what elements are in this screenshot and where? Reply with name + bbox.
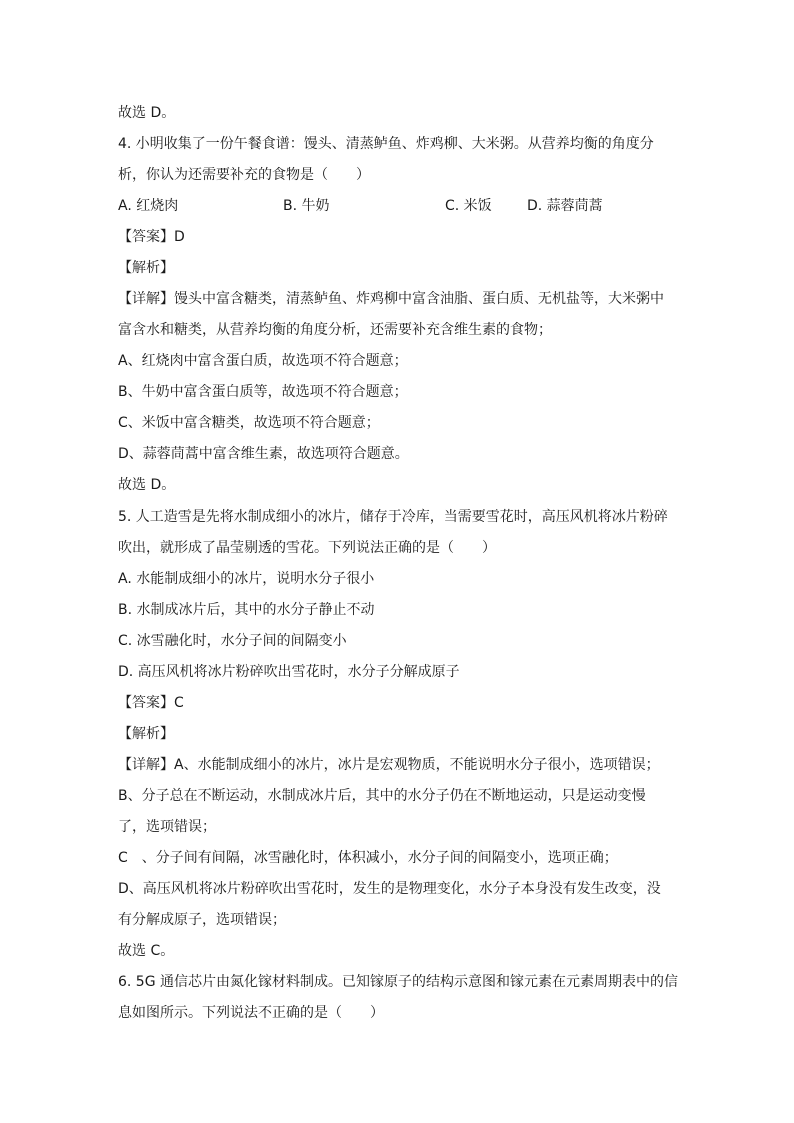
q5-option-b: B. 水制成冰片后，其中的水分子静止不动 [118,602,375,618]
q4-analysis-heading: 【解析】 [118,260,174,276]
q4-stem-line2: 析，你认为还需要补充的食物是（ ） [118,167,370,183]
q4-item-d: D、蒜蓉茼蒿中富含维生素，故选项符合题意。 [118,446,409,462]
q5-stem-line2: 吹出，就形成了晶莹剔透的雪花。下列说法正确的是（ ） [118,540,496,556]
q5-answer: 【答案】C [118,695,184,711]
q5-detail-d-line1: D、高压风机将冰片粉碎吹出雪花时，发生的是物理变化，水分子本身没有发生改变，没 [118,881,661,897]
q5-option-a: A. 水能制成细小的冰片，说明水分子很小 [118,571,375,587]
q3-conclusion: 故选 D。 [118,105,176,121]
q6-stem-line2: 息如图所示。下列说法不正确的是（ ） [118,1005,384,1021]
q4-option-a: A. 红烧肉 [118,198,179,214]
q4-option-b: B. 牛奶 [283,198,330,214]
q5-conclusion: 故选 C。 [118,943,175,959]
q5-detail-d-line2: 有分解成原子，选项错误； [118,912,286,928]
q4-item-b: B、牛奶中富含蛋白质等，故选项不符合题意； [118,384,408,400]
q4-item-c: C、米饭中富含糖类，故选项不符合题意； [118,415,380,431]
q5-analysis-heading: 【解析】 [118,726,174,742]
q5-detail-line1: 【详解】A、水能制成细小的冰片，冰片是宏观物质，不能说明水分子很小，选项错误； [118,757,660,773]
q5-detail-c: C 、分子间有间隔，冰雪融化时，体积减小，水分子间的间隔变小，选项正确； [118,850,618,866]
q4-conclusion: 故选 D。 [118,477,176,493]
q6-stem-line1: 6. 5G 通信芯片由氮化镓材料制成。已知镓原子的结构示意图和镓元素在元素周期表中的信 [118,974,679,990]
q4-answer: 【答案】D [118,229,185,245]
q4-detail-line1: 【详解】馒头中富含糖类，清蒸鲈鱼、炸鸡柳中富含油脂、蛋白质、无机盐等，大米粥中 [118,291,664,307]
q5-stem-line1: 5. 人工造雪是先将水制成细小的冰片，储存于冷库，当需要雪花时，高压风机将冰片粉碎 [118,509,668,525]
q5-option-d: D. 高压风机将冰片粉碎吹出雪花时，水分子分解成原子 [118,664,460,680]
q5-detail-b-line2: 了，选项错误； [118,819,216,835]
q5-option-c: C. 冰雪融化时，水分子间的间隔变小 [118,633,347,649]
q5-detail-b-line1: B、分子总在不断运动，水制成冰片后，其中的水分子仍在不断地运动，只是运动变慢 [118,788,646,804]
q4-detail-line2: 富含水和糖类，从营养均衡的角度分析，还需要补充含维生素的食物； [118,322,552,338]
q4-item-a: A、红烧肉中富含蛋白质，故选项不符合题意； [118,353,408,369]
q4-option-d: D. 蒜蓉茼蒿 [527,198,603,214]
q4-stem-line1: 4. 小明收集了一份午餐食谱：馒头、清蒸鲈鱼、炸鸡柳、大米粥。从营养均衡的角度分 [118,136,654,152]
q4-option-c: C. 米饭 [445,198,492,214]
